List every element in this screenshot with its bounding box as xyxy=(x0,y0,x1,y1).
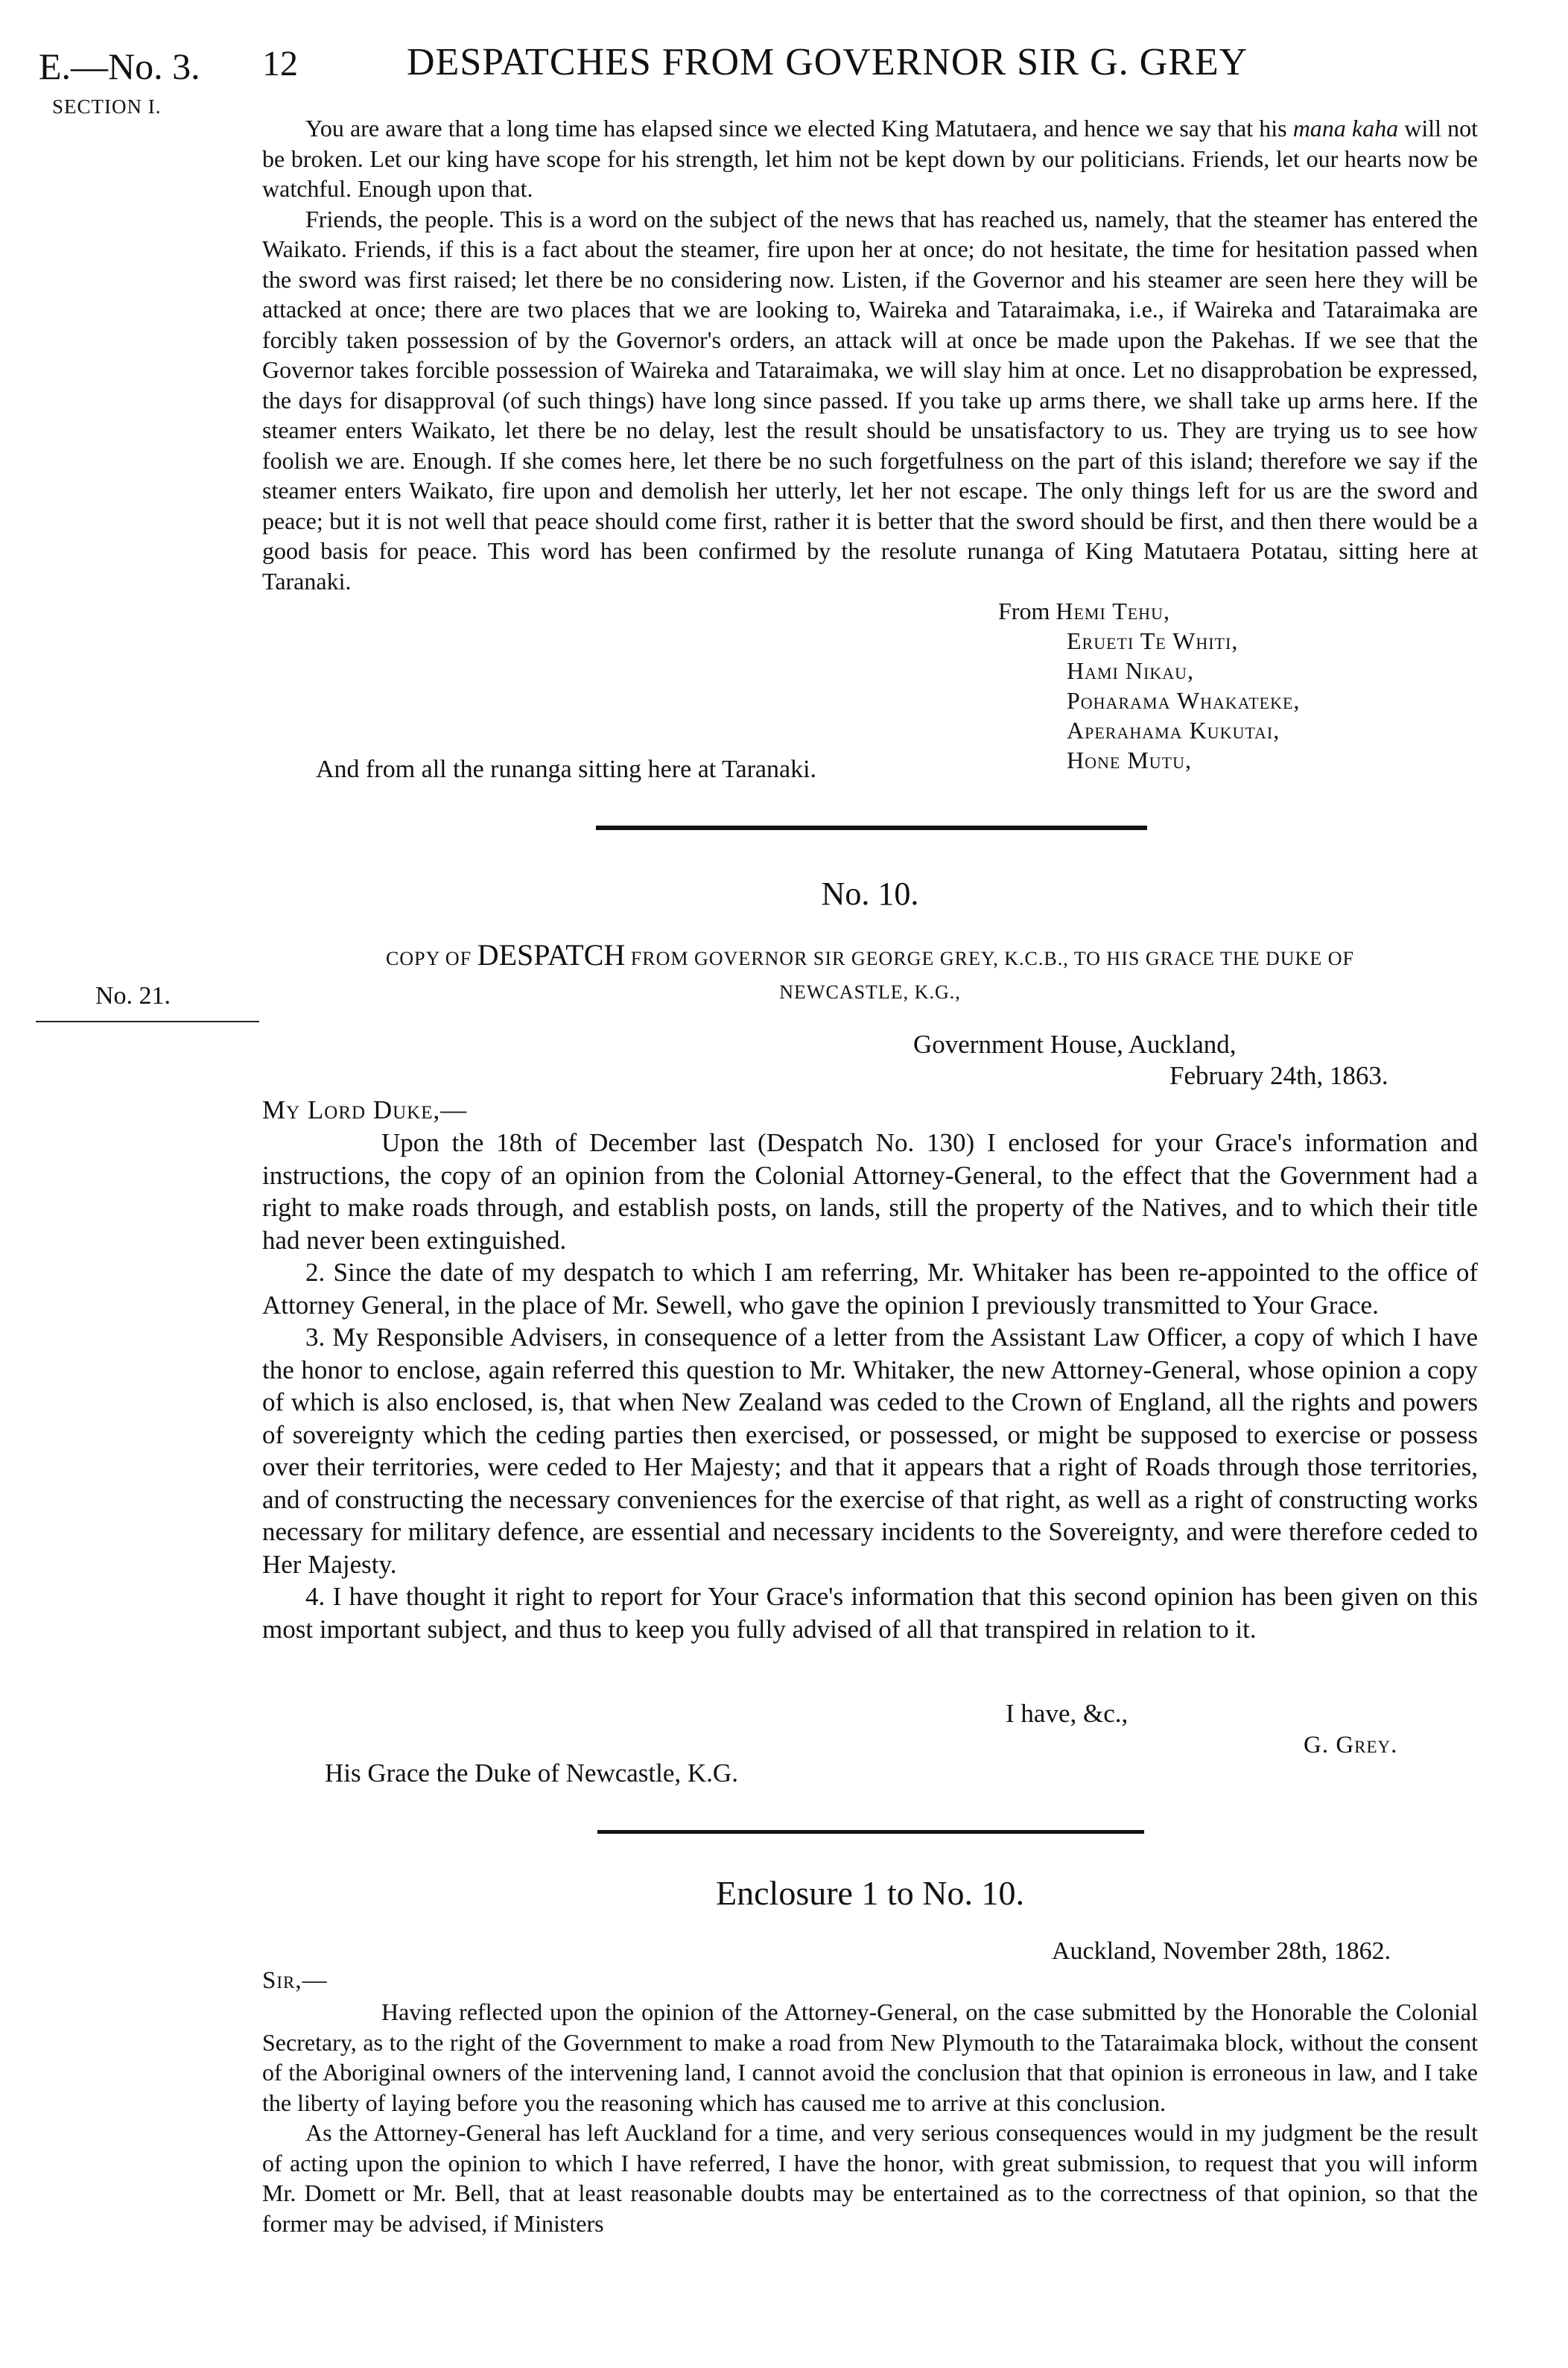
letter-closing: And from all the runanga sitting here at Taranaki. xyxy=(316,756,817,783)
address-date: February 24th, 1863. xyxy=(1169,1061,1388,1090)
section-label: SECTION I. xyxy=(52,95,162,118)
signatory-name: Erueti Te Whiti, xyxy=(1067,627,1239,654)
despatch-paragraph: 4. I have thought it right to report for Your Grace's information that this second opinion has been given on this most important subject, and thus to keep you fully advised of all that transpired in relation to it. xyxy=(262,1582,1478,1644)
address-line: Government House, Auckland, xyxy=(913,1030,1237,1059)
despatch-signature: G. Grey. xyxy=(1304,1732,1398,1758)
letter-paragraph-1: You are aware that a long time has elapsed since we elected King Matutaera, and hence we say that his mana kaha will not be broken. Let our king have scope for his strength, let him not be kept down by our politicians. Friends, let our hearts now be watchful. Enough upon that. xyxy=(262,115,1479,202)
signatory-name: Poharama Whakateke, xyxy=(1067,687,1301,714)
page-number: 12 xyxy=(262,44,298,83)
mana-kaha-phrase: mana kaha xyxy=(1292,115,1399,142)
section-divider xyxy=(597,1830,1144,1834)
signatory-block xyxy=(998,596,1170,627)
despatch-title: COPY OF DESPATCH FROM GOVERNOR SIR GEORGE GREY, K.C.B., TO HIS GRACE THE DUKE OF xyxy=(386,938,1354,972)
margin-note-number: No. 21. xyxy=(95,982,171,1010)
letter-body xyxy=(262,113,1478,596)
enclosure-body xyxy=(262,1997,1478,2238)
enclosure-date: Auckland, November 28th, 1862. xyxy=(1052,1937,1391,1965)
enclosure-salutation: Sir,— xyxy=(262,1967,328,1994)
section-divider xyxy=(596,826,1147,830)
from-label: From xyxy=(998,598,1050,624)
document-reference: E.—No. 3. xyxy=(39,45,200,87)
despatch-paragraph: 3. My Responsible Advisers, in consequence of a letter from the Assistant Law Officer, a copy of which I have the honor to enclose, again referred this question to Mr. Whitaker, the new Attorney-General, whose opinion a copy of which is also enclosed, is, that when New Zealand was ceded to the Crown of England, all the rights and powers of sovereignty which the ceding parties then exercised, or possessed, or might be supposed to exercise or possess over their territories, were ceded to Her Majesty; and that it appears that a right of Roads through those territories, and of constructing the necessary conveniences for the exercise of that right, as well as a right of constructing works necessary for military defence, are essential and necessary incidents to the Sovereignty, and were therefore ceded to Her Majesty. xyxy=(262,1323,1478,1579)
despatch-paragraph: 2. Since the date of my despatch to which I am referring, Mr. Whitaker has been re-appointed to the office of Attorney General, in the place of Mr. Sewell, who gave the opinion I previously transmitted to Your Grace. xyxy=(262,1258,1478,1320)
page-title: DESPATCHES FROM GOVERNOR SIR G. GREY xyxy=(407,41,1248,83)
signatory-name: Hami Nikau, xyxy=(1067,657,1194,684)
despatch-closing: I have, &c., xyxy=(1006,1699,1129,1728)
despatch-paragraph: Upon the 18th of December last (Despatch No. 130) I enclosed for your Grace's information and instructions, the copy of an opinion from the Colonial Attorney-General, to the effect that the Government had a right to make roads through, and establish posts, on lands, still the property of the Natives, and to which their title had never been extinguished. xyxy=(262,1128,1478,1255)
enclosure-paragraph: As the Attorney-General has left Auckland for a time, and very serious consequences would in my judgment be the result of acting upon the opinion to which I have referred, I have the honor, with great submission, to request that you will inform Mr. Domett or Mr. Bell, that at least reasonable doubts may be entertained as to the correctness of that opinion, so that the former may be advised, if Ministers xyxy=(262,2119,1478,2237)
enclosure-heading: Enclosure 1 to No. 10. xyxy=(716,1874,1024,1912)
signatory-name: Hone Mutu, xyxy=(1067,747,1192,773)
enclosure-paragraph: Having reflected upon the opinion of the Attorney-General, on the case submitted by the Honorable the Colonial Secretary, as to the right of the Government to make a road from New Plymouth to the Tataraimaka block, without the consent of the Aboriginal owners of the intervening land, I cannot avoid the conclusion that that opinion is erroneous in law, and I take the liberty of laying before you the reasoning which has caused me to arrive at this conclusion. xyxy=(262,1998,1478,2116)
despatch-title-line2: NEWCASTLE, K.G., xyxy=(779,981,961,1003)
margin-note-rule xyxy=(36,1021,259,1022)
signatory-name: Hemi Tehu, xyxy=(1056,598,1170,624)
letter-paragraph-2: Friends, the people. This is a word on the subject of the news that has reached us, namely, that the steamer has entered the Waikato. Friends, if this is a fact about the steamer, fire upon her at once; do not hesitate, the time for hesitation passed when the sword was first raised; let there be no considering now. Listen, if the Governor and his steamer are seen here they will be attacked at once; there are two places that we are looking to, Waireka and Tataraimaka, i.e., if Waireka and Tataraimaka are forcibly taken possession of by the Governor's orders, an attack will at once be made upon the Pakehas. If we see that the Governor takes forcible possession of Waireka and Tataraimaka, we will slay him at once. Let no disapprobation be expressed, the days for disapproval (of such things) have long since passed. If you take up arms there, we shall take up arms here. If the steamer enters Waikato, let there be no delay, lest the result should be unsatisfactory to us. They are trying us to see how foolish we are. Enough. If she comes here, let there be no such forgetfulness on the part of this island; therefore we say if the steamer enters Waikato, fire upon and demolish her utterly, let her not escape. The only things left for us are the sword and peace; but it is not well that peace should come first, rather it is better that the sword should be first, and then there would be a good basis for peace. This word has been confirmed by the resolute runanga of King Matutaera Potatau, sitting here at Taranaki. xyxy=(262,205,1478,595)
despatch-addressee: His Grace the Duke of Newcastle, K.G. xyxy=(325,1758,738,1788)
signatory-name: Aperahama Kukutai, xyxy=(1067,717,1280,744)
despatch-body xyxy=(262,1127,1478,1645)
despatch-heading: No. 10. xyxy=(821,876,919,912)
salutation: My Lord Duke,— xyxy=(262,1095,468,1124)
